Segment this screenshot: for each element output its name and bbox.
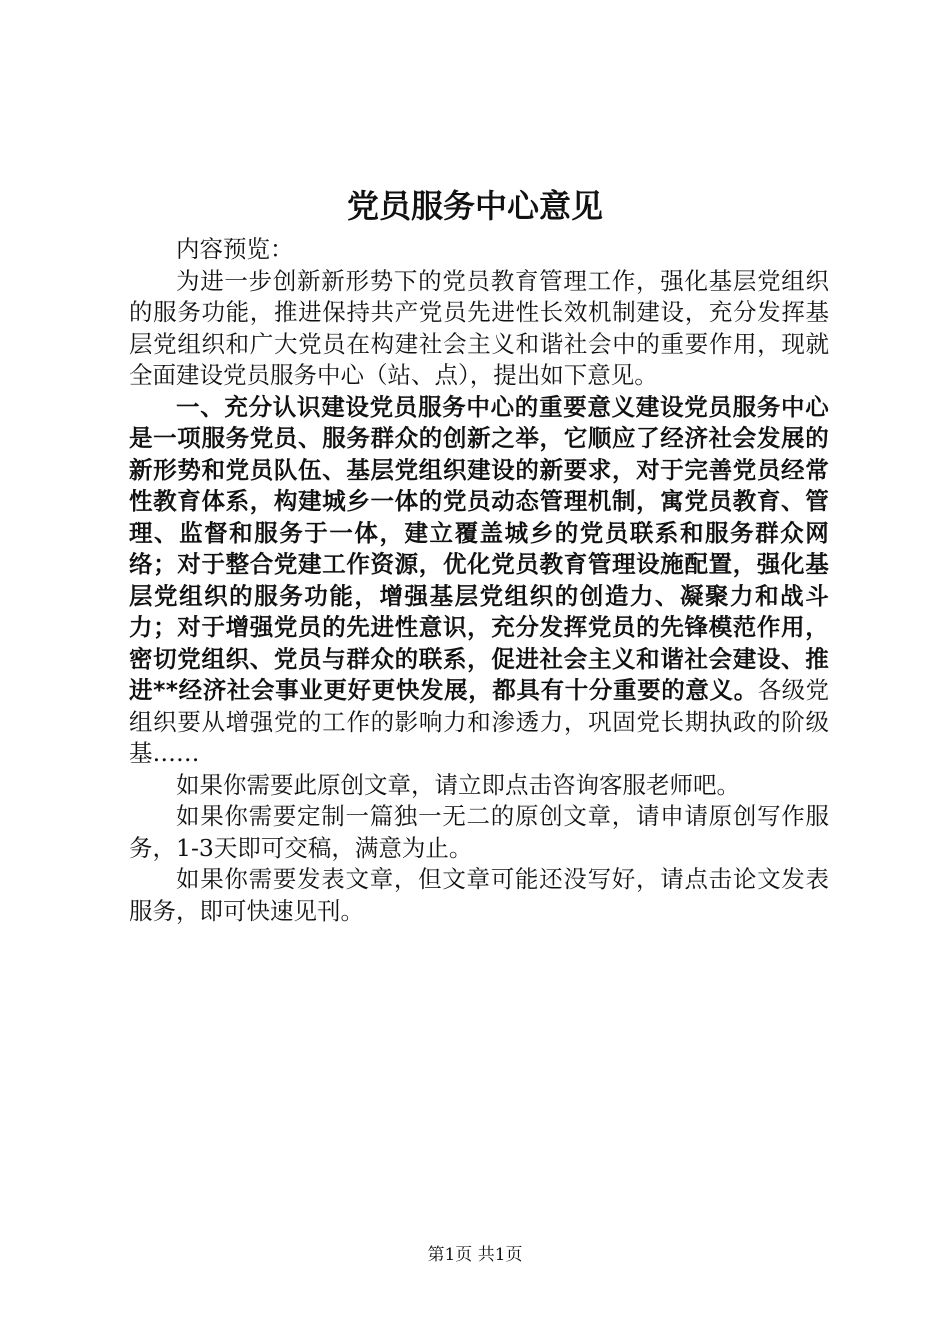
intro-paragraph: 为进一步创新新形势下的党员教育管理工作，强化基层党组织的服务功能，推进保持共产党员先进性长效机制建设，充分发挥基层党组织和广大党员在构建社会主义和谐社会中的重要作用，现就全面建设党员服务中心（站、点），提出如下意见。: [129, 266, 829, 389]
promo-custom-writing-paragraph: 如果你需要定制一篇独一无二的原创文章，请申请原创写作服务，1-3天即可交稿，满意为止。: [129, 802, 829, 862]
promo-publish-paragraph: 如果你需要发表文章，但文章可能还没写好，请点击论文发表服务，即可快速见刊。: [129, 865, 829, 925]
page-number-footer: 第1页 共1页: [427, 1245, 523, 1265]
document-title: 党员服务中心意见: [346, 187, 603, 225]
section-1-paragraph: [129, 392, 829, 770]
preview-label: 内容预览：: [176, 235, 294, 263]
section-1-continuation-text: 各级党组织要从增强党的工作的影响力和渗透力，巩固党长期执政的阶级基……: [129, 676, 829, 767]
promo-consult-paragraph: 如果你需要此原创文章，请立即点击咨询客服老师吧。: [176, 770, 740, 799]
section-1-heading-text: 一、充分认识建设党员服务中心的重要意义建设党员服务中心是一项服务党员、服务群众的创新之举，它顺应了经济社会发展的新形势和党员队伍、基层党组织建设的新要求，对于完善党员经常性教育体系，构建城乡一体的党员动态管理机制，寓党员教育、管理、监督和服务于一体，建立覆盖城乡的党员联系和服务群众网络；对于整合党建工作资源，优化党员教育管理设施配置，强化基层党组织的服务功能，增强基层党组织的创造力、凝聚力和战斗力；对于增强党员的先进性意识，充分发挥党员的先锋模范作用，密切党组织、党员与群众的联系，促进社会主义和谐社会建设、推进**经济社会事业更好更快发展，都具有十分重要的意义。: [129, 392, 829, 704]
document-body: [129, 234, 829, 927]
